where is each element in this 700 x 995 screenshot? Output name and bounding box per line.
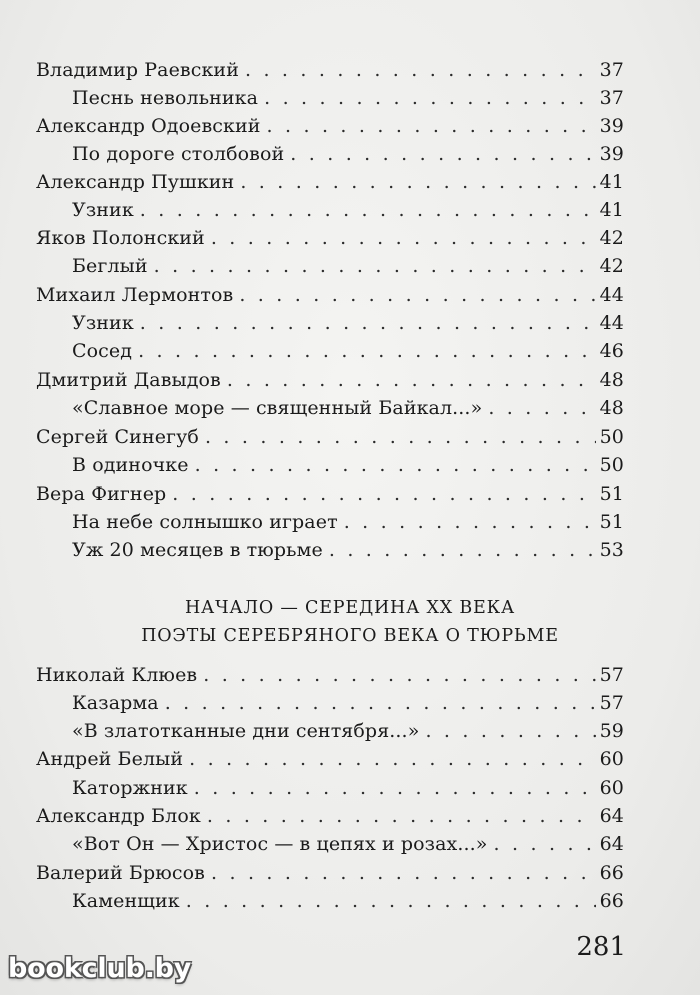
toc-poem-entry bbox=[72, 393, 624, 423]
toc-entry bbox=[0, 716, 700, 746]
toc-poem-entry bbox=[72, 829, 624, 859]
toc-entry bbox=[0, 139, 700, 169]
toc-poem-entry bbox=[72, 251, 624, 281]
toc-entry bbox=[0, 83, 700, 113]
poem-title: В одиночке bbox=[72, 454, 189, 476]
poem-title: Каторжник bbox=[72, 777, 188, 799]
dot-leader bbox=[488, 393, 595, 423]
page-number: 39 bbox=[599, 115, 624, 137]
toc-poem-entry bbox=[72, 535, 624, 565]
toc-entry bbox=[0, 450, 700, 480]
dot-leader bbox=[344, 507, 596, 537]
toc-author-entry bbox=[36, 422, 624, 452]
toc-poem-entry bbox=[72, 450, 624, 480]
toc-entry bbox=[0, 280, 700, 310]
toc-entry bbox=[0, 801, 700, 831]
page-number: 44 bbox=[599, 312, 624, 334]
page-number: 53 bbox=[599, 539, 624, 561]
toc-poem-entry bbox=[72, 507, 624, 537]
dot-leader bbox=[239, 280, 595, 310]
toc-author-entry bbox=[36, 744, 624, 774]
author-name: Владимир Раевский bbox=[36, 59, 239, 81]
dot-leader bbox=[494, 829, 596, 859]
page-number: 60 bbox=[599, 748, 624, 770]
page-number: 41 bbox=[599, 171, 624, 193]
author-name: Александр Пушкин bbox=[36, 171, 235, 193]
toc-entry bbox=[0, 660, 700, 690]
dot-leader bbox=[195, 450, 596, 480]
author-name: Яков Полонский bbox=[36, 227, 205, 249]
dot-leader bbox=[211, 858, 596, 888]
toc-author-entry bbox=[36, 365, 624, 395]
toc-entry bbox=[0, 393, 700, 423]
poem-title: Уж 20 месяцев в тюрьме bbox=[72, 539, 323, 561]
page-number: 57 bbox=[599, 664, 624, 686]
author-name: Андрей Белый bbox=[36, 748, 184, 770]
poem-title: Песнь невольника bbox=[72, 87, 259, 109]
poem-title: На небе солнышко играет bbox=[72, 511, 338, 533]
author-name: Николай Клюев bbox=[36, 664, 198, 686]
author-name: Александр Блок bbox=[36, 805, 201, 827]
page-number: 50 bbox=[599, 426, 624, 448]
page-number: 44 bbox=[599, 284, 624, 306]
toc-poem-entry bbox=[72, 773, 624, 803]
toc-poem-entry bbox=[72, 308, 624, 338]
poem-title: Узник bbox=[72, 199, 134, 221]
toc-entry bbox=[0, 422, 700, 452]
dot-leader bbox=[186, 886, 596, 916]
toc-entry bbox=[0, 507, 700, 537]
toc-entry bbox=[0, 111, 700, 141]
toc-entry bbox=[0, 365, 700, 395]
toc-poem-entry bbox=[72, 886, 624, 916]
page-number: 51 bbox=[599, 483, 624, 505]
toc-author-entry bbox=[36, 858, 624, 888]
page-number: 42 bbox=[599, 227, 624, 249]
author-name: Михаил Лермонтов bbox=[36, 284, 234, 306]
dot-leader bbox=[205, 422, 596, 452]
toc-author-entry bbox=[36, 801, 624, 831]
poem-title: «Вот Он — Христос — в цепях и розах...» bbox=[72, 833, 488, 855]
page-number: 48 bbox=[599, 397, 624, 419]
author-name: Дмитрий Давыдов bbox=[36, 369, 221, 391]
author-name: Сергей Синегуб bbox=[36, 426, 199, 448]
dot-leader bbox=[267, 111, 596, 141]
toc-entry bbox=[0, 336, 700, 366]
toc-poem-entry bbox=[72, 336, 624, 366]
poem-title: «В златотканные дни сентября...» bbox=[72, 720, 420, 742]
page-number: 51 bbox=[599, 511, 624, 533]
toc-poem-entry bbox=[72, 195, 624, 225]
dot-leader bbox=[264, 83, 596, 113]
poem-title: Сосед bbox=[72, 340, 133, 362]
section-heading-period: НАЧАЛО — СЕРЕДИНА XX ВЕКА bbox=[184, 598, 516, 618]
page-number: 64 bbox=[599, 805, 624, 827]
dot-leader bbox=[329, 535, 596, 565]
toc-entry bbox=[0, 858, 700, 888]
toc-entry bbox=[0, 55, 700, 85]
page-number: 37 bbox=[599, 87, 624, 109]
dot-leader bbox=[154, 251, 596, 281]
poem-title: Беглый bbox=[72, 255, 148, 277]
toc-poem-entry bbox=[72, 716, 624, 746]
dot-leader bbox=[207, 801, 596, 831]
toc-poem-entry bbox=[72, 688, 624, 718]
page-number: 48 bbox=[599, 369, 624, 391]
toc-author-entry bbox=[36, 223, 624, 253]
toc-entry bbox=[0, 886, 700, 916]
page-number: 64 bbox=[599, 833, 624, 855]
poem-title: Казарма bbox=[72, 692, 159, 714]
dot-leader bbox=[165, 688, 596, 718]
toc-entry bbox=[0, 535, 700, 565]
page-number: 66 bbox=[599, 862, 624, 884]
dot-leader bbox=[290, 139, 595, 169]
dot-leader bbox=[194, 773, 596, 803]
dot-leader bbox=[172, 479, 595, 509]
poem-title: Узник bbox=[72, 312, 134, 334]
dot-leader bbox=[203, 660, 595, 690]
toc-entry bbox=[0, 688, 700, 718]
page-number: 46 bbox=[599, 340, 624, 362]
page-number: 39 bbox=[599, 143, 624, 165]
page-number: 57 bbox=[599, 692, 624, 714]
page-number: 59 bbox=[599, 720, 624, 742]
toc-author-entry bbox=[36, 167, 624, 197]
dot-leader bbox=[189, 744, 595, 774]
page-number: 66 bbox=[599, 890, 624, 912]
dot-leader bbox=[425, 716, 595, 746]
toc-author-entry bbox=[36, 479, 624, 509]
toc-author-entry bbox=[36, 111, 624, 141]
section-heading-title: ПОЭТЫ СЕРЕБРЯНОГО ВЕКА О ТЮРЬМЕ bbox=[141, 626, 559, 646]
dot-leader bbox=[138, 336, 596, 366]
toc-entry bbox=[0, 773, 700, 803]
toc-entry bbox=[0, 251, 700, 281]
toc-poem-entry bbox=[72, 139, 624, 169]
dot-leader bbox=[245, 55, 596, 85]
toc-poem-entry bbox=[72, 83, 624, 113]
dot-leader bbox=[211, 223, 596, 253]
poem-title: «Славное море — священный Байкал...» bbox=[72, 397, 483, 419]
toc-entry bbox=[0, 744, 700, 774]
dot-leader bbox=[140, 308, 596, 338]
toc-entry bbox=[0, 167, 700, 197]
poem-title: По дороге столбовой bbox=[72, 143, 285, 165]
toc-author-entry bbox=[36, 280, 624, 310]
toc-entry bbox=[0, 195, 700, 225]
toc-author-entry bbox=[36, 55, 624, 85]
toc-entry bbox=[0, 479, 700, 509]
author-name: Валерий Брюсов bbox=[36, 862, 205, 884]
dot-leader bbox=[140, 195, 596, 225]
author-name: Александр Одоевский bbox=[36, 115, 261, 137]
toc-entry bbox=[0, 829, 700, 859]
page-number: 60 bbox=[599, 777, 624, 799]
toc-entry bbox=[0, 223, 700, 253]
page-number: 37 bbox=[599, 59, 624, 81]
poem-title: Каменщик bbox=[72, 890, 180, 912]
dot-leader bbox=[240, 167, 595, 197]
page-number: 41 bbox=[599, 199, 624, 221]
toc-author-entry bbox=[36, 660, 624, 690]
toc-entry bbox=[0, 308, 700, 338]
page-number: 50 bbox=[599, 454, 624, 476]
dot-leader bbox=[227, 365, 596, 395]
author-name: Вера Фигнер bbox=[36, 483, 167, 505]
site-watermark: bookclub.by bbox=[8, 953, 192, 984]
page-folio-number: 281 bbox=[576, 932, 626, 962]
page-number: 42 bbox=[599, 255, 624, 277]
